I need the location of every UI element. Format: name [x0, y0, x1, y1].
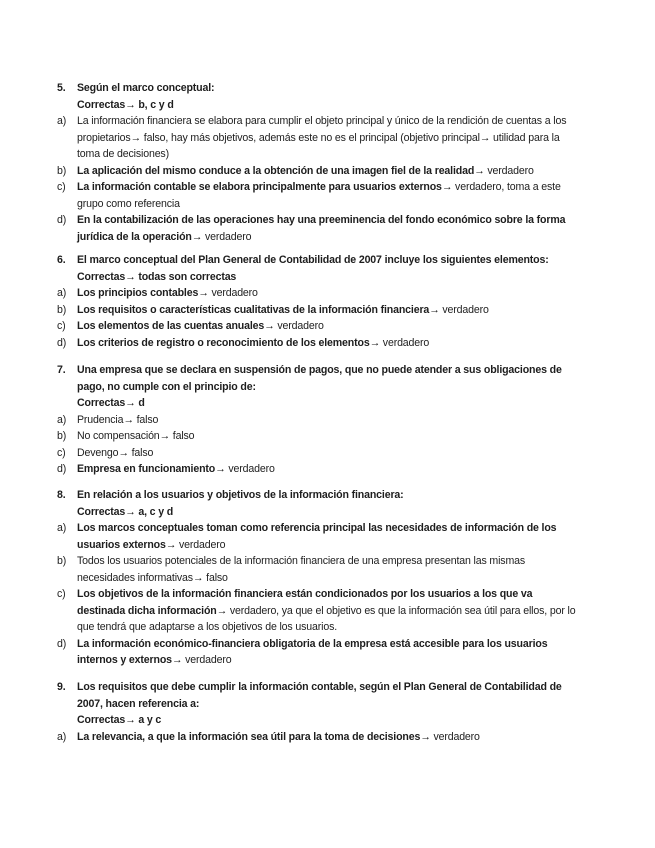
option-b: b) Los requisitos o características cualitativas de la información financiera→ verdadero [57, 303, 489, 316]
option-a: a) Los principios contables→ verdadero [57, 287, 258, 299]
option-c: c) Los objetivos de la información financiera están condicionados por los usuarios a los que va destinada dicha información→ verdadero, ya que el objetivo es que la información sea útil para ellos, por lo que tendrá que adaptarse a los objetivos de los usuarios. [57, 588, 576, 633]
question-text: Una empresa que se declara en suspensión de pagos, que no puede atender a sus obligaciones de pago, no cumple con el principio de: [77, 364, 562, 393]
option-d: d) En la contabilización de las operaciones hay una preeminencia del fondo económico sobre la forma jurídica de la operación→ verdadero [57, 214, 566, 243]
option-b: b) La aplicación del mismo conduce a la obtención de una imagen fiel de la realidad→ verdadero [57, 164, 534, 177]
question-7 [57, 362, 582, 478]
question-6 [57, 252, 582, 351]
question-text: Según el marco conceptual: [77, 82, 215, 94]
correct-answers: Correctas→ a y c [77, 714, 162, 726]
question-number: 8. [57, 489, 66, 501]
question-number: 5. [57, 82, 66, 94]
question-5 [57, 80, 582, 245]
question-text: El marco conceptual del Plan General de Contabilidad de 2007 incluye los siguientes elementos: [77, 254, 549, 266]
option-d: d) Los criterios de registro o reconocimiento de los elementos→ verdadero [57, 336, 430, 349]
question-8 [57, 487, 582, 669]
correct-answers: Correctas→ a, c y d [77, 505, 174, 518]
option-d: d) La información económico-financiera obligatoria de la empresa está accesible para los usuarios internos y externos→ verdadero [57, 637, 548, 666]
option-a: a) Los marcos conceptuales toman como referencia principal las necesidades de información de los usuarios externos→ verdadero [57, 522, 557, 551]
question-text: Los requisitos que debe cumplir la información contable, según el Plan General de Contabilidad de 2007, hacen referencia a: [77, 681, 562, 710]
correct-answers: Correctas→ b, c y d [77, 98, 174, 111]
question-number: 6. [57, 254, 66, 266]
correct-answers: Correctas→ d [77, 397, 145, 409]
question-9 [57, 679, 582, 745]
option-c: c) Los elementos de las cuentas anuales→ verdadero [57, 320, 324, 332]
correct-answers: Correctas→ todas son correctas [77, 270, 237, 283]
option-a: a) Prudencia→ falso [57, 413, 159, 426]
question-number: 9. [57, 681, 66, 693]
option-c: c) La información contable se elabora principalmente para usuarios externos→ verdadero, toma a este grupo como referencia [57, 181, 561, 210]
option-d: d) Empresa en funcionamiento→ verdadero [57, 463, 275, 475]
question-text: En relación a los usuarios y objetivos de la información financiera: [77, 489, 404, 501]
option-a: a) La relevancia, a que la información sea útil para la toma de decisiones→ verdadero [57, 730, 480, 743]
option-b: b) Todos los usuarios potenciales de la información financiera de una empresa presentan las mismas necesidades informativas→ falso [57, 555, 526, 584]
question-number: 7. [57, 364, 66, 376]
option-b: b) No compensación→ falso [57, 430, 195, 442]
option-c: c) Devengo→ falso [57, 446, 154, 459]
option-a: a) La información financiera se elabora para cumplir el objeto principal y único de la rendición de cuentas a los propietarios→ falso, hay más objetivos, además este no es el principal (objetivo principal→ utilidad para la toma de decisiones) [57, 115, 567, 160]
